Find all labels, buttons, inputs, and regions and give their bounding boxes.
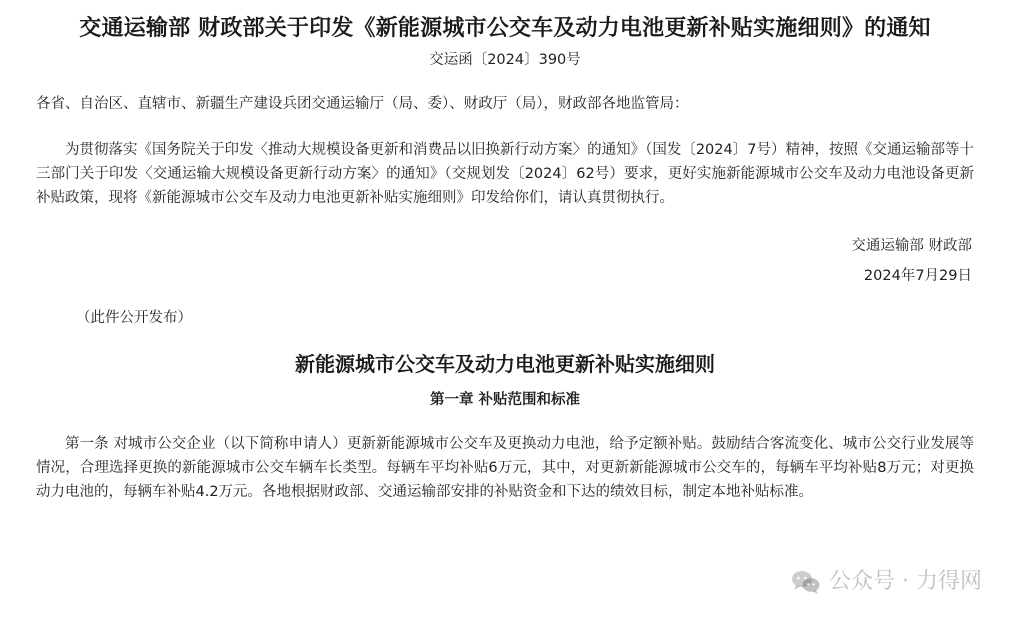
salutation: 各省、自治区、直辖市、新疆生产建设兵团交通运输厅（局、委）、财政厅（局），财政部各地监管局： xyxy=(36,96,689,112)
article-paragraph: 第一条 对城市公交企业（以下简称申请人）更新新能源城市公交车及更换动力电池，给予定额补贴。鼓励结合客流变化、城市公交行业发展等情况，合理选择更换的新能源城市公交车辆车长类型。每辆车平均补贴6万元，其中，对更新新能源城市公交车的，每辆车平均补贴8万元；对更换动力电池的，每辆车补贴4.2万元。各地根据财政部、交通运输部安排的补贴资金和下达的绩效目标，制定本地补贴标准。 xyxy=(36,436,974,500)
signature-org: 交通运输部 财政部 xyxy=(851,238,972,254)
chapter-title: 第一章 补贴范围和标准 xyxy=(429,392,581,408)
signature-date: 2024年7月29日 xyxy=(863,268,972,284)
rules-title: 新能源城市公交车及动力电池更新补贴实施细则 xyxy=(295,352,715,376)
publish-note: （此件公开发布） xyxy=(76,310,192,326)
document-title: 交通运输部 财政部关于印发《新能源城市公交车及动力电池更新补贴实施细则》的通知 xyxy=(79,16,931,41)
body-paragraph: 为贯彻落实《国务院关于印发〈推动大规模设备更新和消费品以旧换新行动方案〉的通知》（国发〔2024〕7号）精神，按照《交通运输部等十三部门关于印发〈交通运输大规模设备更新行动方案〉的通知》（交规划发〔2024〕62号）要求，更好实施新能源城市公交车及动力电池设备更新补贴政策，现将《新能源城市公交车及动力电池更新补贴实施细则》印发给你们，请认真贯彻执行。 xyxy=(36,142,974,206)
document-page xyxy=(0,14,1014,621)
document-number: 交运函〔2024〕390号 xyxy=(429,52,581,68)
watermark-text: 公众号 · 力得网 xyxy=(829,569,982,594)
